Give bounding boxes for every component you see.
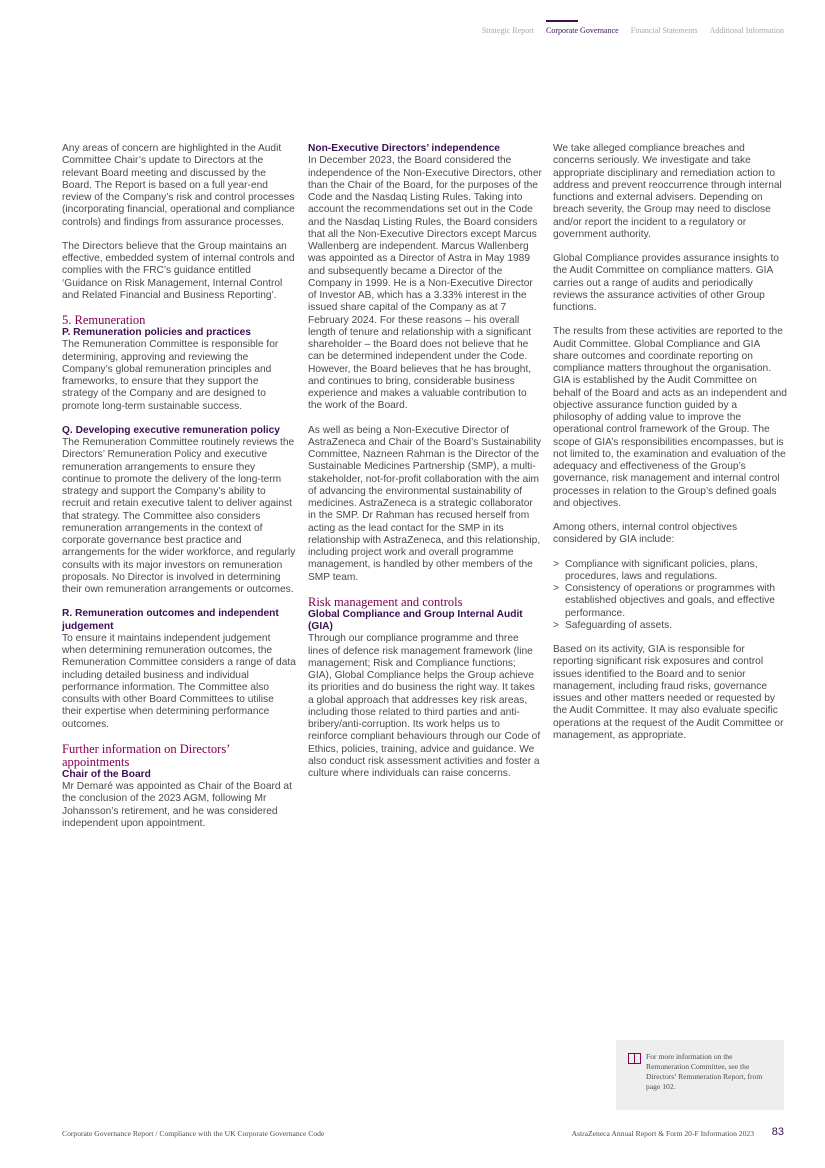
- paragraph: Through our compliance programme and three lines of defence risk management framework (line management; Risk and Compliance functions; GIA), Global Compliance helps the Group achieve its priorities and do business the right way. It takes a global approach that addresses key risk areas, including those related to third parties and anti-bribery/anti-corruption. Its work helps us to reinforce compliant behaviours through our Code of Ethics, policies, training, advice and guidance. We also conduct risk assessment activities and foster a culture where individuals can raise concerns.: [308, 633, 541, 779]
- list-item: > Compliance with significant policies, plans, procedures, laws and regulations.: [553, 559, 787, 584]
- tab-additional-information[interactable]: Additional Information: [709, 26, 784, 35]
- section-heading-remuneration: 5. Remuneration: [62, 313, 146, 327]
- subheading-global-compliance: Global Compliance and Group Internal Audit (GIA): [308, 608, 523, 632]
- subheading-remuneration-policies: P. Remuneration policies and practices: [62, 327, 251, 338]
- footer-report-title: AstraZeneca Annual Report & Form 20-F Information 2023: [571, 1129, 754, 1138]
- subheading-chair-of-board: Chair of the Board: [62, 768, 151, 780]
- page-number: 83: [771, 1126, 784, 1138]
- subheading-remuneration-outcomes: R. Remuneration outcomes and independent judgement: [62, 608, 279, 632]
- list-item: > Consistency of operations or programmes with established objectives and goals, and effective performance.: [553, 583, 787, 620]
- paragraph: In December 2023, the Board considered the independence of the Non-Executive Directors, other than the Chair of the Board, for the purposes of the Code and the Nasdaq Listing Rules. Taking into account the recommendations set out in the Code and the Nasdaq Listing Rules, the Board considers that all the Non-Executive Directors except Marcus Wallenberg are independent. Marcus Wallenberg was appointed as a Director of Astra in May 1989 and subsequently became a Director of the Company in 1999. He is a Non-Executive Director of Investor AB, which has a 3.33% interest in the issued share capital of the Company as at 7 February 2024. For these reasons – his overall length of tenure and relationship with a significant shareholder – the Board does not believe that he can be determined independent under the Code. However, the Board believes that he has brought, and continues to bring, considerable business experience and makes a valuable contribution to the work of the Board.: [308, 155, 542, 412]
- paragraph: Among others, internal control objectives considered by GIA include:: [553, 522, 738, 546]
- paragraph: As well as being a Non-Executive Director of AstraZeneca and Chair of the Board’s Sustainability Committee, Nazneen Rahman is the Director of the Sustainable Medicines Partnership (SMP), a multi-stakeholder, not-for-profit collaboration with the aim of advancing the environmental sustainability of medicines. AstraZeneca is a strategic collaborator in the SMP. Dr Rahman has recused herself from acting as the lead contact for the SMP in its relationship with AstraZeneca, and this relationship, including project work and overall programme management, is handled by other members of the SMP team.: [308, 424, 542, 583]
- section-navigation: [482, 20, 784, 35]
- paragraph: The results from these activities are reported to the Audit Committee. Global Compliance and GIA share outcomes and coordinate reporting on compliance matters throughout the organisation. GIA is established by the Audit Committee on behalf of the Board and acts as an independent and objective assurance function guided by a philosophy of adding value to improve the operational control framework of the Group. The scope of GIA’s responsibilities encompasses, but is not limited to, the examination and evaluation of the adequacy and effectiveness of the Group’s governance, risk management and internal control processes in relation to the Group’s defined goals and objectives.: [553, 326, 787, 509]
- tab-strategic-report[interactable]: Strategic Report: [481, 26, 535, 35]
- paragraph: The Remuneration Committee routinely reviews the Directors’ Remuneration Policy and executive remuneration arrangements to ensure they continue to promote the delivery of the long-term strategy and support the Company’s ability to recruit and retain executive talent to deliver against that strategy. The Committee also considers remuneration arrangements in the context of corporate governance best practice and arrangements for the wider workforce, and regularly consults with its major investors on remuneration proposals. No Director is involved in determining their own remuneration arrangements or outcomes.: [62, 437, 296, 595]
- tab-financial-statements[interactable]: Financial Statements: [630, 26, 698, 35]
- text-column-3: [553, 143, 787, 742]
- paragraph: Global Compliance provides assurance insights to the Audit Committee on compliance matters. GIA carries out a range of audits and periodically reviews the assurance activities of other Group functions.: [553, 253, 779, 313]
- paragraph: Mr Demaré was appointed as Chair of the Board at the conclusion of the 2023 AGM, following Mr Johansson’s retirement, and he was considered independent upon appointment.: [62, 781, 292, 829]
- list-item: > Safeguarding of assets.: [553, 620, 787, 632]
- paragraph: The Directors believe that the Group maintains an effective, embedded system of internal controls and complies with the FRC’s guidance entitled ‘Guidance on Risk Management, Internal Control and Related Financial and Business Reporting’.: [62, 240, 295, 301]
- paragraph: Any areas of concern are highlighted in the Audit Committee Chair’s update to Directors at the relevant Board meeting and discussed by the Board. The Report is based on a full year-end review of the Company’s risk and control processes (incorporating financial, operational and compliance controls) and findings from assurance processes.: [62, 143, 295, 228]
- text-column-1: [62, 143, 296, 830]
- section-heading-further-information: Further information on Directors’ appointments: [62, 741, 230, 769]
- subheading-executive-remuneration-policy: Q. Developing executive remuneration policy: [62, 424, 280, 436]
- paragraph: The Remuneration Committee is responsible for determining, approving and reviewing the Company’s global remuneration principles and frameworks, to ensure that they support the strategy of the Company and are designed to promote long-term sustainable success.: [62, 339, 279, 412]
- section-heading-risk-management: Risk management and controls: [308, 594, 463, 609]
- page-footer: [62, 1126, 784, 1140]
- subheading-ned-independence: Non-Executive Directors’ independence: [308, 143, 500, 154]
- tab-corporate-governance[interactable]: Corporate Governance: [546, 20, 619, 35]
- paragraph: Based on its activity, GIA is responsible for reporting significant risk exposures and control issues identified to the Board and to senior management, including fraud risks, governance issues and other matters needed or requested by the Audit Committee. It may also evaluate specific operations at the request of the Audit Committee or management, as appropriate.: [553, 644, 784, 741]
- more-information-text: For more information on the Remuneration Committee, see the Directors’ Remuneration Report, from page 102.: [646, 1052, 763, 1091]
- more-information-box[interactable]: [616, 1040, 784, 1110]
- book-icon: [628, 1053, 641, 1064]
- paragraph: To ensure it maintains independent judgement when determining remuneration outcomes, the Remuneration Committee considers a range of data including detailed business and individual performance information. The Committee also consults with other Board Committees to utilise their expertise when determining performance outcomes.: [62, 632, 296, 730]
- paragraph: We take alleged compliance breaches and concerns seriously. We investigate and take appropriate disciplinary and remediation action to address and prevent reoccurrence through internal functions and external advisers. Depending on breach severity, the Group may need to disclose and/or report the incident to a regulatory or government authority.: [553, 143, 782, 240]
- control-objectives-list: [553, 559, 787, 633]
- footer-breadcrumb: Corporate Governance Report / Compliance with the UK Corporate Governance Code: [62, 1129, 325, 1138]
- text-column-2: [308, 143, 542, 780]
